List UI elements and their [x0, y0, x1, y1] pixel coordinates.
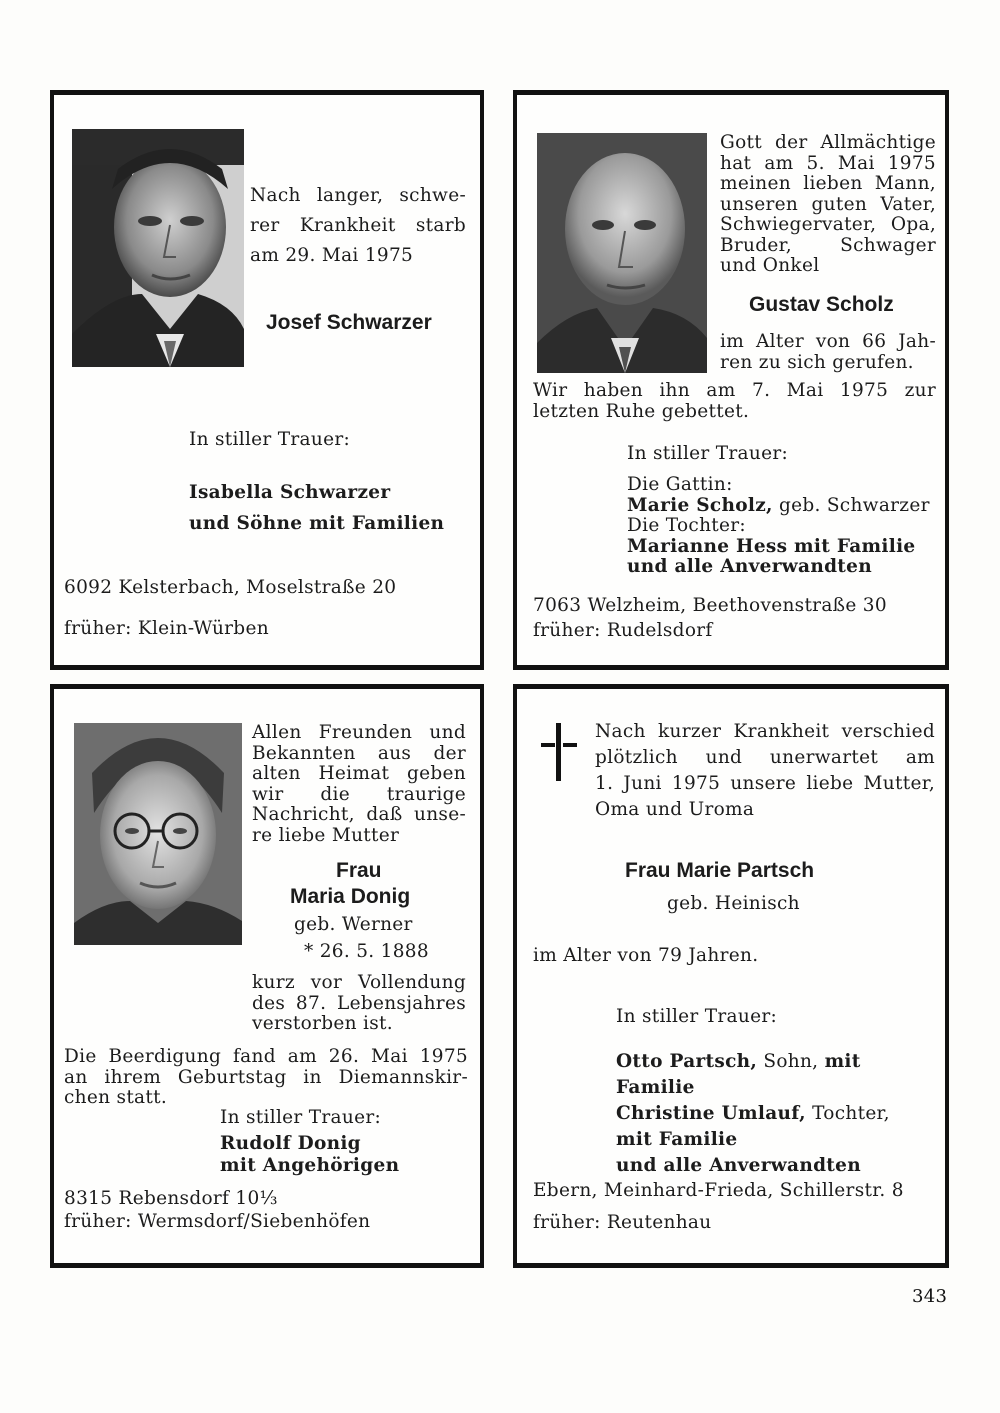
obituary-gustav-scholz [513, 90, 949, 670]
funeral-line: an ihrem Geburtstag in Diemannskir- [64, 1066, 468, 1088]
portrait-photo [537, 133, 707, 373]
intro-line: Nach langer, schwe- [250, 185, 466, 206]
mourner-line: und Söhne mit Familien [189, 513, 445, 534]
age-line: ren zu sich gerufen. [720, 351, 914, 373]
intro-line: Bruder, Schwager [720, 234, 936, 256]
intro-line: Oma und Uroma [595, 799, 755, 820]
age-line: im Alter von 66 Jah- [720, 331, 936, 352]
mourner-line: Rudolf Donig [220, 1133, 361, 1154]
address: 6092 Kelsterbach, Moselstraße 20 [64, 577, 397, 598]
mourner-line: mit Angehörigen [220, 1155, 400, 1176]
burial-line: letzten Ruhe gebettet. [533, 400, 750, 422]
mourner-line: Isabella Schwarzer [189, 482, 391, 503]
deceased-name: Gustav Scholz [749, 293, 894, 316]
address: 8315 Rebensdorf 10⅓ [64, 1188, 278, 1209]
relatives-line: und alle Anverwandten [616, 1155, 861, 1176]
former-residence: früher: Klein-Würben [64, 618, 269, 639]
former-residence: früher: Rudelsdorf [533, 620, 713, 641]
deceased-name: Josef Schwarzer [266, 311, 432, 334]
former-residence: früher: Wermsdorf/Siebenhöfen [64, 1211, 371, 1232]
deceased-name: Frau Marie Partsch [625, 859, 815, 882]
portrait-photo [74, 723, 242, 945]
deceased-title: Frau [336, 859, 382, 882]
intro-line: und Onkel [720, 255, 820, 276]
mourning-label: In stiller Trauer: [616, 1006, 778, 1027]
intro-line: meinen lieben Mann, [720, 173, 936, 194]
birth-name: geb. Werner [294, 914, 413, 935]
intro-line: Allen Freunden und [252, 722, 466, 743]
address: Ebern, Meinhard-Frieda, Schillerstr. 8 [533, 1180, 904, 1201]
mourner-name: Christine Umlauf, [616, 1103, 806, 1124]
daughter-label: Die Tochter: [627, 515, 746, 536]
portrait-photo [72, 129, 244, 367]
spouse-name: Marie Scholz, [627, 494, 773, 516]
intro-line: wir die traurige [252, 783, 466, 805]
intro-line: hat am 5. Mai 1975 [720, 152, 936, 174]
page-number: 343 [912, 1286, 948, 1307]
obituary-josef-schwarzer [50, 90, 484, 670]
burial-line: Wir haben ihn am 7. Mai 1975 zur [533, 380, 936, 401]
intro-line: unseren guten Vater, [720, 193, 936, 215]
spouse-label: Die Gattin: [627, 474, 733, 495]
mourning-label: In stiller Trauer: [220, 1107, 382, 1128]
intro-line: am 29. Mai 1975 [250, 245, 414, 266]
intro-line: Schwiegervater, Opa, [720, 214, 936, 235]
intro-line: Nach kurzer Krankheit verschied [595, 721, 935, 742]
intro-line: plötzlich und unerwartet am [595, 747, 935, 768]
mourning-label: In stiller Trauer: [627, 443, 789, 464]
intro-line: Gott der Allmächtige [720, 132, 936, 153]
birth-name: geb. Heinisch [667, 893, 800, 914]
birth-date: * 26. 5. 1888 [304, 941, 429, 962]
cross-icon [539, 723, 581, 781]
daughter-name: Marianne Hess mit Familie [627, 535, 916, 557]
funeral-line: chen statt. [64, 1087, 168, 1108]
intro-line: rer Krankheit starb [250, 215, 466, 236]
deceased-name: Maria Donig [290, 885, 411, 908]
funeral-line: Die Beerdigung fand am 26. Mai 1975 [64, 1046, 468, 1067]
age-line: im Alter von 79 Jahren. [533, 945, 759, 966]
death-line: kurz vor Vollendung [252, 972, 466, 993]
intro-line: alten Heimat geben [252, 763, 466, 784]
intro-line: Bekannten aus der [252, 742, 466, 764]
obituary-maria-donig [50, 684, 484, 1268]
spouse-birth-name: geb. Schwarzer [778, 494, 930, 516]
relatives-line: und alle Anverwandten [627, 556, 872, 577]
mourner-family: mit Familie [616, 1051, 861, 1098]
intro-line: 1. Juni 1975 unsere liebe Mutter, [595, 773, 935, 794]
mourner-relation: Tochter, [812, 1103, 890, 1124]
intro-line: re liebe Mutter [252, 824, 400, 846]
former-residence: früher: Reutenhau [533, 1212, 712, 1233]
address: 7063 Welzheim, Beethovenstraße 30 [533, 595, 887, 616]
mourner-family: mit Familie [616, 1129, 738, 1150]
death-line: verstorben ist. [252, 1013, 393, 1034]
intro-line: Nachricht, daß unse- [252, 804, 466, 825]
death-line: des 87. Lebensjahres [252, 992, 466, 1014]
mourner-name: Otto Partsch, [616, 1051, 758, 1072]
mourning-label: In stiller Trauer: [189, 429, 351, 450]
obituary-marie-partsch [513, 684, 949, 1268]
mourner-relation: Sohn, [763, 1051, 819, 1072]
